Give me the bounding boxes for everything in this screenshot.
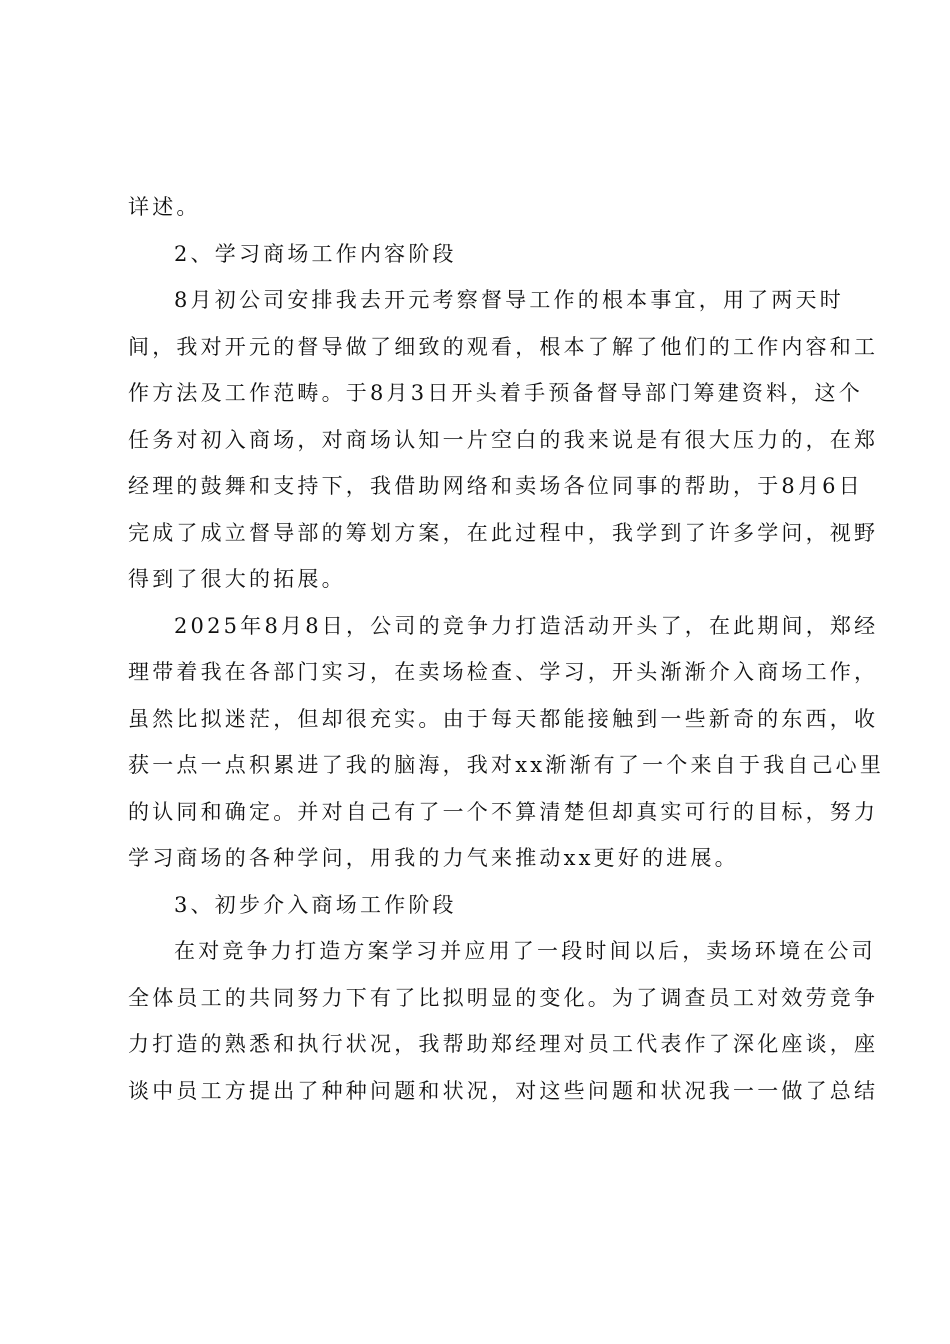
text-line: 任务对初入商场，对商场认知一片空白的我来说是有很大压力的，在郑 [128, 427, 879, 452]
text-line: 作方法及工作范畴。于8月3日开头着手预备督导部门筹建资料，这个 [128, 381, 863, 405]
text-line: 力打造的熟悉和执行状况，我帮助郑经理对员工代表作了深化座谈，座 [128, 1032, 879, 1056]
section-heading: 3、初步介入商场工作阶段 [174, 892, 457, 917]
text-line: 2025年8月8日，公司的竞争力打造活动开头了，在此期间，郑经 [174, 613, 879, 638]
text-line: 获一点一点积累进了我的脑海，我对xx渐渐有了一个来自于我自己心里 [128, 753, 885, 777]
text-line: 完成了成立督导部的筹划方案，在此过程中，我学到了许多学问，视野 [128, 520, 879, 545]
text-line: 学习商场的各种学问，用我的力气来推动xx更好的进展。 [128, 846, 739, 870]
text-line: 详述。 [128, 195, 201, 219]
text-line: 谈中员工方提出了种种问题和状况，对这些问题和状况我一一做了总结 [128, 1078, 879, 1103]
text-line: 虽然比拟迷茫，但却很充实。由于每天都能接触到一些新奇的东西，收 [128, 706, 879, 731]
text-line: 的认同和确定。并对自己有了一个不算清楚但却真实可行的目标，努力 [128, 799, 879, 824]
text-line: 理带着我在各部门实习，在卖场检查、学习，开头渐渐介入商场工作， [128, 660, 879, 684]
text-line: 间，我对开元的督导做了细致的观看，根本了解了他们的工作内容和工 [128, 334, 879, 359]
text-line: 全体员工的共同努力下有了比拟明显的变化。为了调查员工对效劳竞争 [128, 985, 879, 1010]
text-line: 8月初公司安排我去开元考察督导工作的根本事宜，用了两天时 [174, 288, 844, 312]
text-line: 经理的鼓舞和支持下，我借助网络和卖场各位同事的帮助，于8月6日 [128, 474, 863, 498]
text-line: 得到了很大的拓展。 [128, 567, 346, 591]
text-line: 在对竞争力打造方案学习并应用了一段时间以后，卖场环境在公司 [174, 939, 876, 963]
document-body [128, 184, 885, 1114]
section-heading: 2、学习商场工作内容阶段 [174, 241, 457, 266]
